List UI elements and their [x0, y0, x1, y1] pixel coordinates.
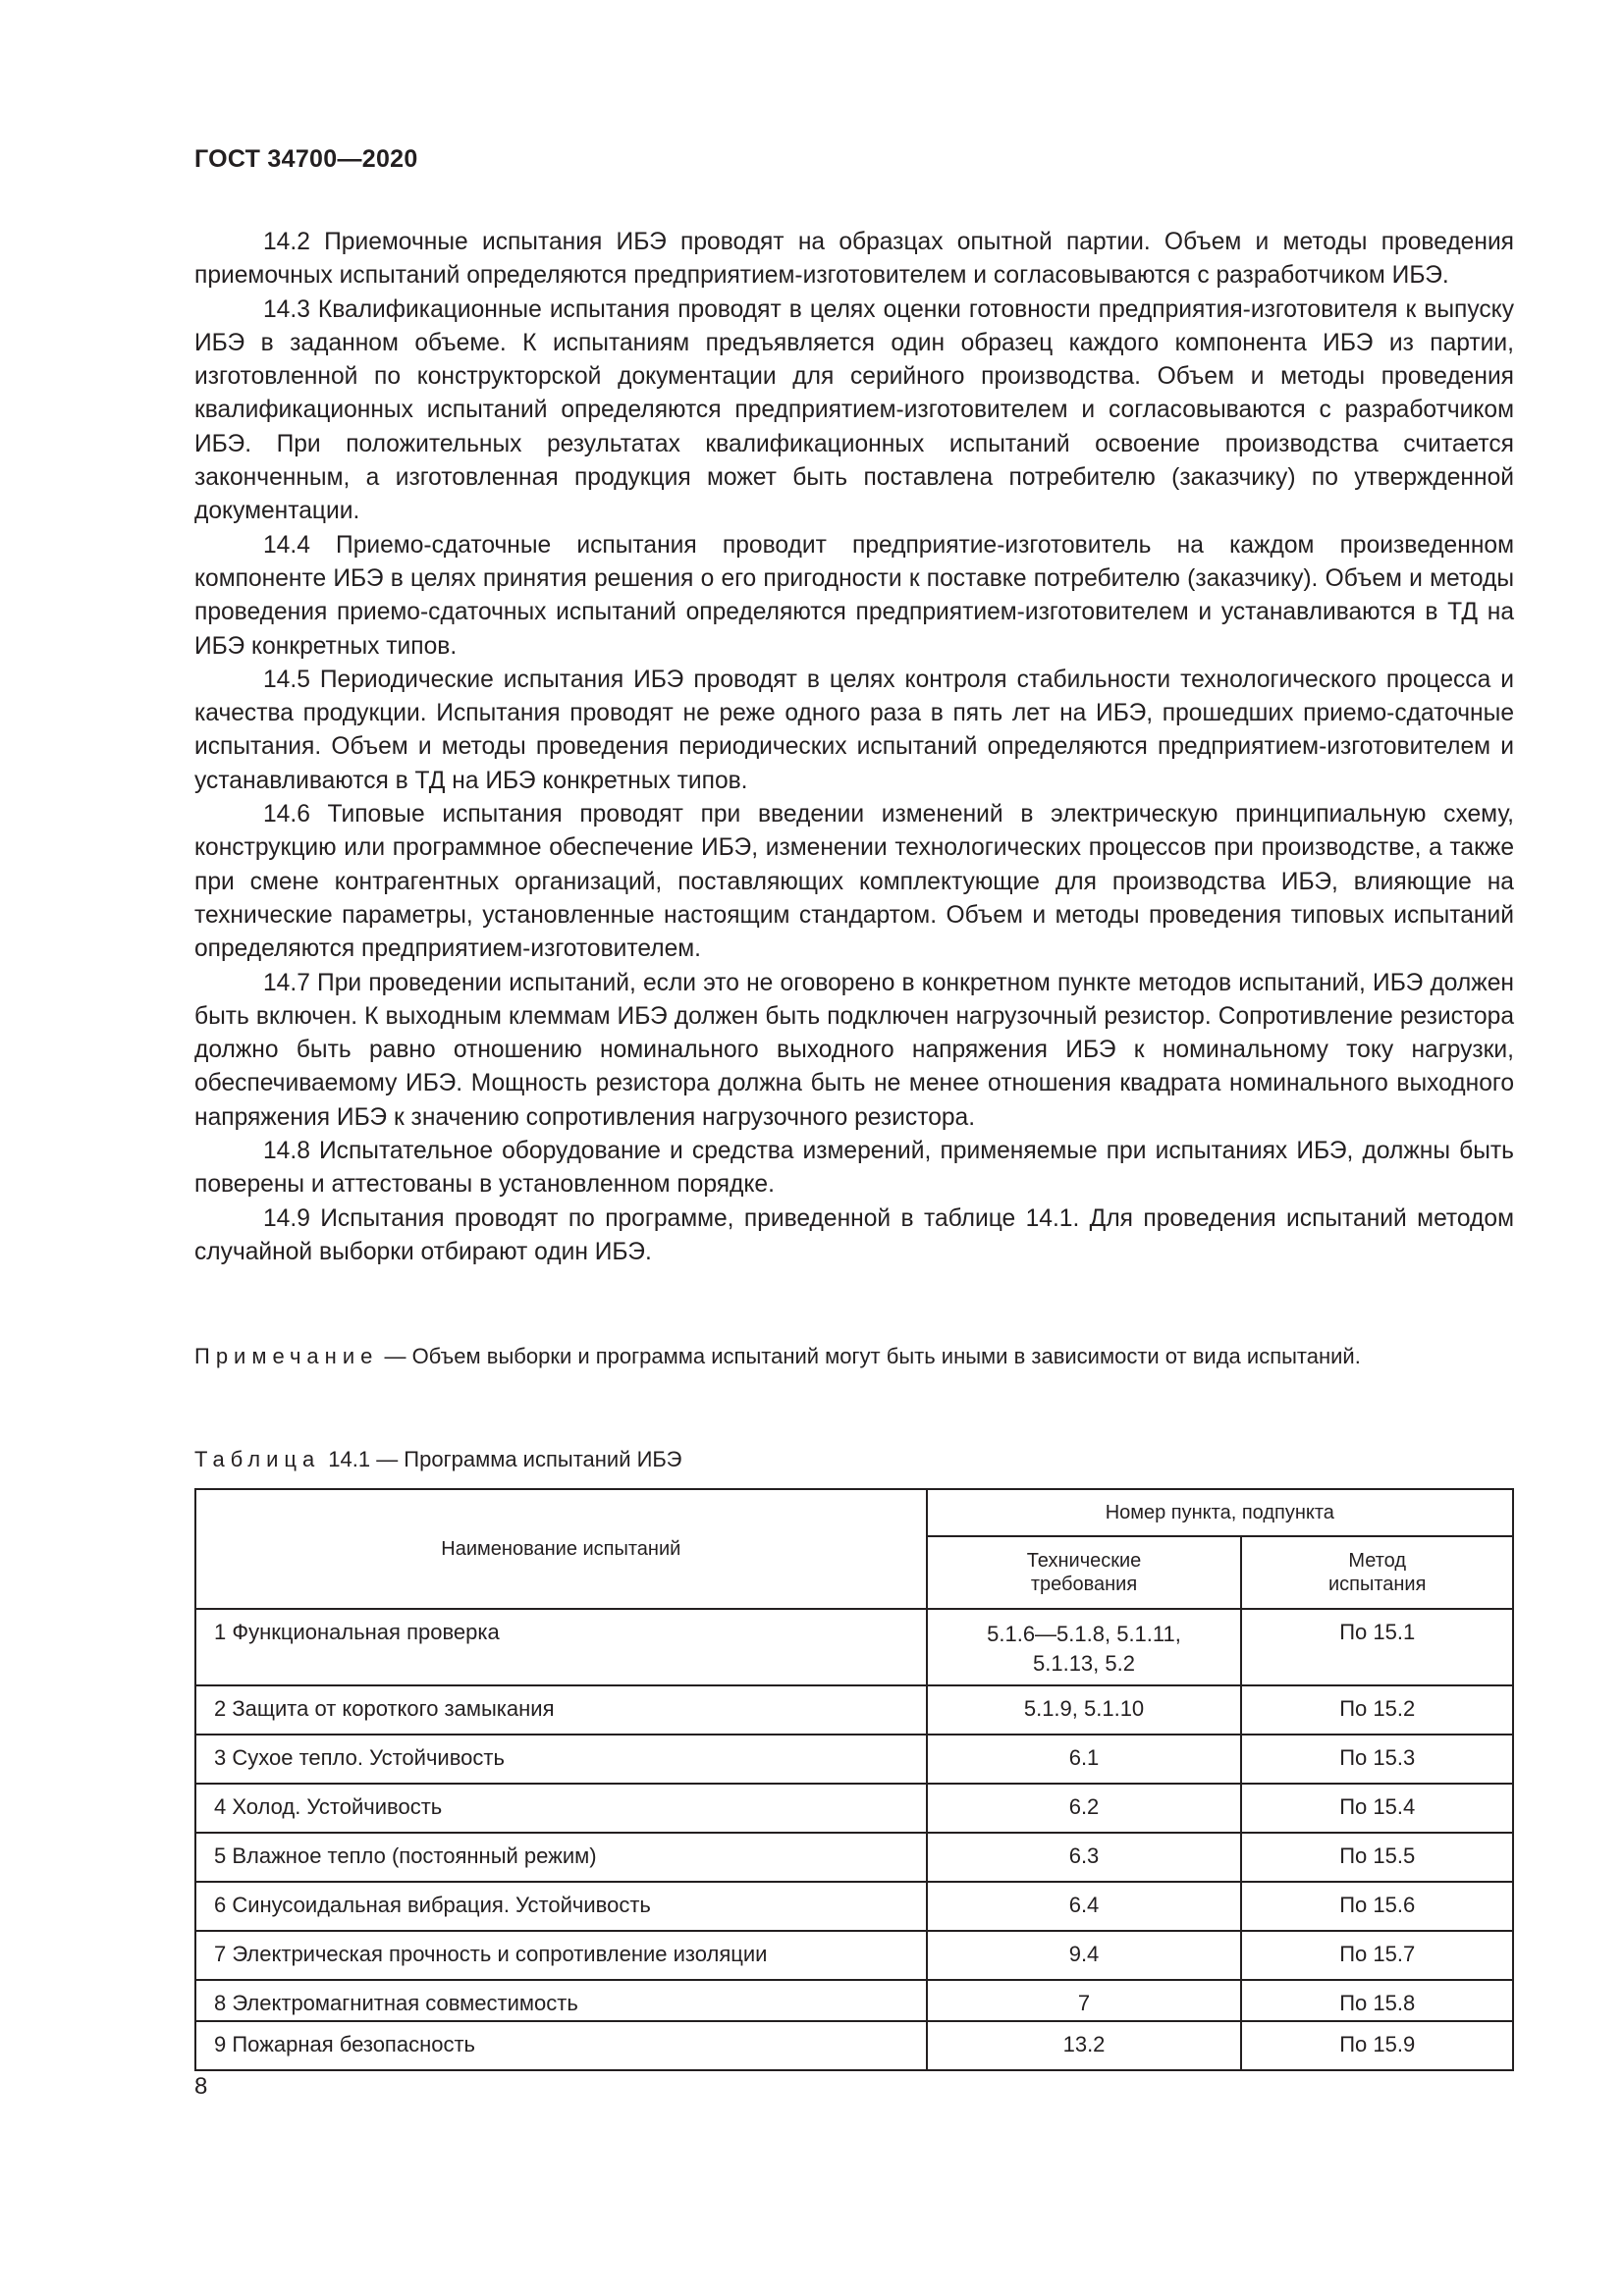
test-name-cell: 2 Защита от короткого замыкания — [195, 1685, 927, 1735]
body-text — [194, 226, 1514, 1269]
paragraph-14-4: 14.4 Приемо-сдаточные испытания проводит предприятие-изготовитель на каждом произведенном компоненте ИБЭ в целях принятия решения о его пригодности к поставке потребителю (заказчику). Объем и методы проведения приемо-сдаточных испытаний определяются предприятием-изготовителем и устанавливаются в ТД на ИБЭ конкретных типов. — [194, 531, 1514, 660]
table-row — [195, 1980, 1513, 2021]
requirements-cell: 6.1 — [927, 1735, 1242, 1784]
method-cell: По 15.3 — [1241, 1735, 1513, 1784]
table-row — [195, 1609, 1513, 1685]
paragraph-14-6: 14.6 Типовые испытания проводят при введении изменений в электрическую принципиальную схему, конструкцию или программное обеспечение ИБЭ, изменении технологических процессов при производстве, а также при смене контрагентных организаций, поставляющих комплектующие для производства ИБЭ, влияющие на технические параметры, установленные настоящим стандартом. Объем и методы проведения типовых испытаний определяются предприятием-изготовителем. — [194, 801, 1514, 963]
paragraph-14-7: 14.7 При проведении испытаний, если это не оговорено в конкретном пункте методов испытаний, ИБЭ должен быть включен. К выходным клеммам ИБЭ должен быть подключен нагрузочный резистор. Сопротивление резистора должно быть равно отношению номинального выходного напряжения ИБЭ к номинальному току нагрузки, обеспечиваемому ИБЭ. Мощность резистора должна быть не менее отношения квадрата номинального выходного напряжения ИБЭ к значению сопротивления нагрузочного резистора. — [194, 969, 1514, 1131]
method-cell: По 15.4 — [1241, 1784, 1513, 1833]
method-cell: По 15.1 — [1241, 1609, 1513, 1685]
method-cell: По 15.7 — [1241, 1931, 1513, 1980]
document-header: ГОСТ 34700—2020 — [194, 145, 418, 173]
requirements-cell: 6.3 — [927, 1833, 1242, 1882]
requirements-cell: 7 — [927, 1980, 1242, 2021]
table-row — [195, 1784, 1513, 1833]
paragraph-14-2: 14.2 Приемочные испытания ИБЭ проводят на образцах опытной партии. Объем и методы проведения приемочных испытаний определяются предприятием-изготовителем и согласовываются с разработчиком ИБЭ. — [194, 229, 1514, 290]
test-name-cell: 8 Электромагнитная совместимость — [195, 1980, 927, 2021]
header-requirements: Технические требования — [927, 1536, 1242, 1609]
table-caption-text: 14.1 — Программа испытаний ИБЭ — [328, 1447, 682, 1471]
paragraph-14-8: 14.8 Испытательное оборудование и средства измерений, применяемые при испытаниях ИБЭ, должны быть поверены и аттестованы в установленном порядке. — [194, 1138, 1514, 1199]
header-clause-number: Номер пункта, подпункта — [927, 1489, 1513, 1536]
test-name-cell: 5 Влажное тепло (постоянный режим) — [195, 1833, 927, 1882]
requirements-cell: 6.4 — [927, 1882, 1242, 1931]
method-cell: По 15.6 — [1241, 1882, 1513, 1931]
table-row — [195, 1931, 1513, 1980]
note — [194, 1341, 1514, 1371]
test-name-cell: 3 Сухое тепло. Устойчивость — [195, 1735, 927, 1784]
note-label: Примечание — [194, 1344, 379, 1368]
requirements-cell: 5.1.9, 5.1.10 — [927, 1685, 1242, 1735]
table-caption — [194, 1447, 681, 1472]
test-name-cell: 7 Электрическая прочность и сопротивление изоляции — [195, 1931, 927, 1980]
paragraph-14-5: 14.5 Периодические испытания ИБЭ проводят в целях контроля стабильности технологического процесса и качества продукции. Испытания проводят не реже одного раза в пять лет на ИБЭ, прошедших приемо-сдаточные испытания. Объем и методы проведения периодических испытаний определяются предприятием-изготовителем и устанавливаются в ТД на ИБЭ конкретных типов. — [194, 666, 1514, 794]
table-row — [195, 1735, 1513, 1784]
header-test-method: Метод испытания — [1241, 1536, 1513, 1609]
table-row — [195, 1685, 1513, 1735]
test-program-table — [194, 1488, 1514, 2071]
test-name-cell: 9 Пожарная безопасность — [195, 2021, 927, 2070]
test-name-cell: 6 Синусоидальная вибрация. Устойчивость — [195, 1882, 927, 1931]
method-cell: По 15.5 — [1241, 1833, 1513, 1882]
requirements-cell: 5.1.6—5.1.8, 5.1.11, 5.1.13, 5.2 — [927, 1609, 1242, 1685]
table-row — [195, 2021, 1513, 2070]
method-cell: По 15.8 — [1241, 1980, 1513, 2021]
table-row — [195, 1882, 1513, 1931]
header-test-name: Наименование испытаний — [195, 1489, 927, 1609]
test-name-cell: 4 Холод. Устойчивость — [195, 1784, 927, 1833]
test-name-cell: 1 Функциональная проверка — [195, 1609, 927, 1685]
requirements-cell: 6.2 — [927, 1784, 1242, 1833]
page-number: 8 — [194, 2073, 208, 2100]
requirements-cell: 13.2 — [927, 2021, 1242, 2070]
paragraph-14-3: 14.3 Квалификационные испытания проводят в целях оценки готовности предприятия-изготовителя к выпуску ИБЭ в заданном объеме. К испытаниям предъявляется один образец каждого компонента ИБЭ из партии, изготовленной по конструкторской документации для серийного производства. Объем и методы проведения квалификационных испытаний определяются предприятием-изготовителем и согласовываются с разработчиком ИБЭ. При положительных результатах квалификационных испытаний освоение производства считается законченным, а изготовленная продукция может быть поставлена потребителю (заказчику) по утвержденной документации. — [194, 295, 1514, 525]
requirements-cell: 9.4 — [927, 1931, 1242, 1980]
paragraph-14-9: 14.9 Испытания проводят по программе, приведенной в таблице 14.1. Для проведения испытаний методом случайной выборки отбирают один ИБЭ. — [194, 1204, 1514, 1265]
method-cell: По 15.9 — [1241, 2021, 1513, 2070]
table-caption-word: Таблица — [194, 1447, 321, 1471]
table-row — [195, 1833, 1513, 1882]
method-cell: По 15.2 — [1241, 1685, 1513, 1735]
note-text: — Объем выборки и программа испытаний могут быть иными в зависимости от вида испытаний. — [378, 1344, 1361, 1368]
